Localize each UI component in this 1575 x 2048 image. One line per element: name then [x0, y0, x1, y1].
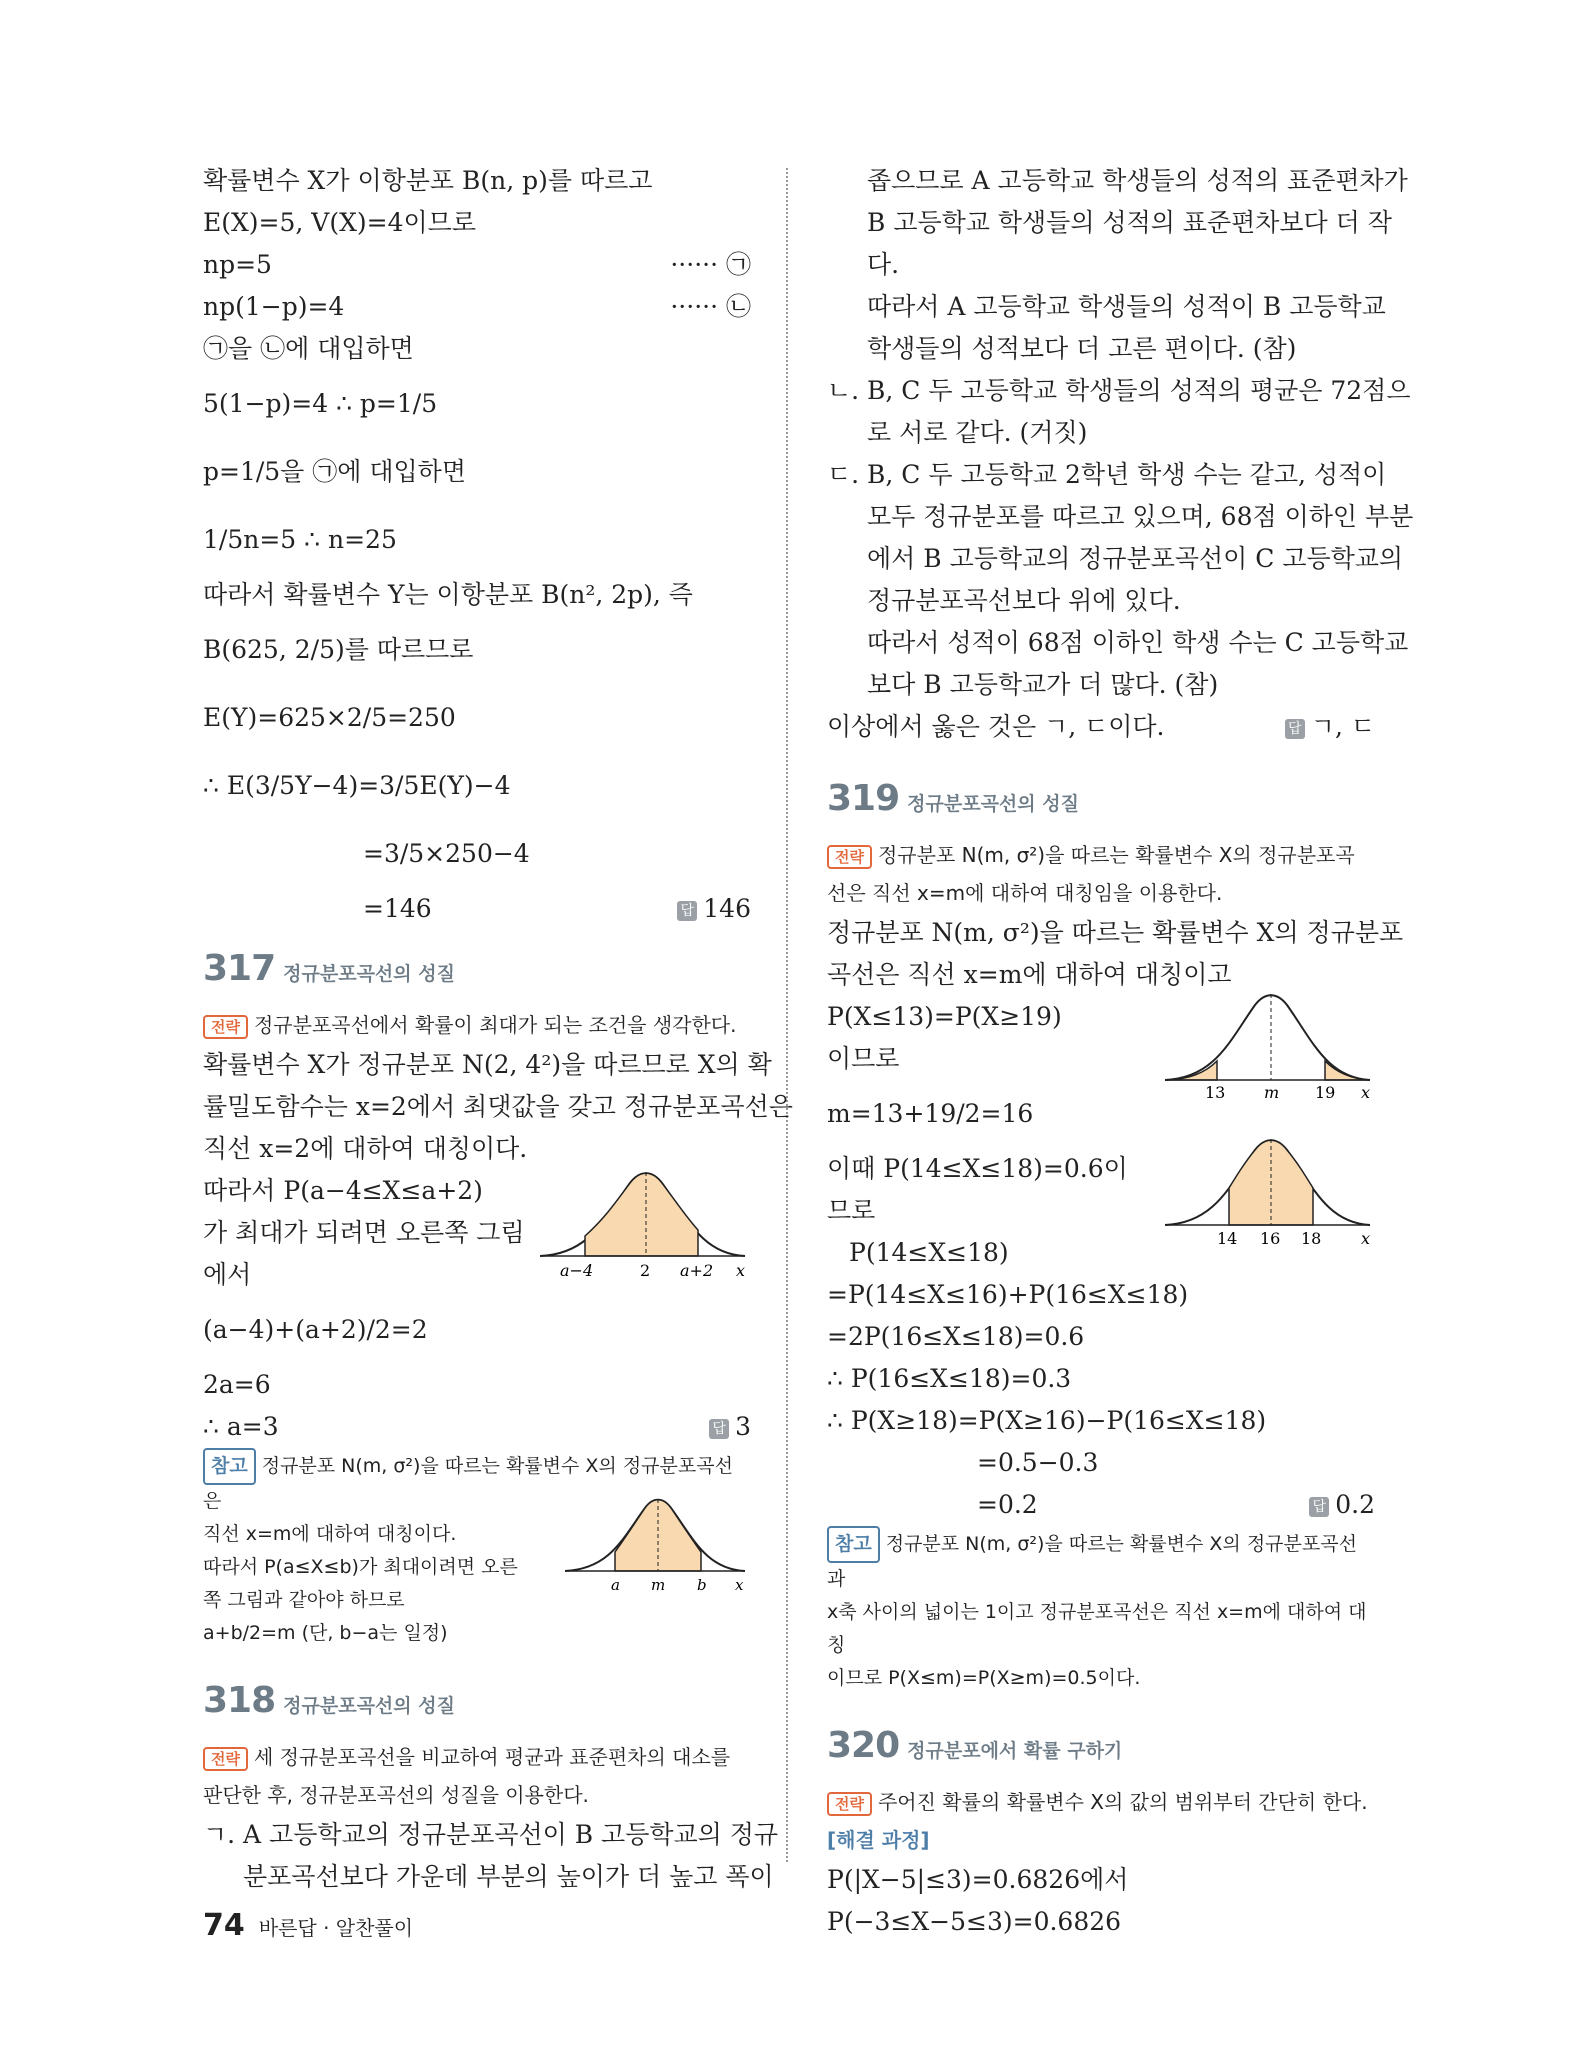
normal-curve-figure-319a — [1165, 985, 1375, 1100]
text-line: 정규분포 N(m, σ²)을 따르는 확률변수 X의 정규분포 — [827, 918, 1404, 947]
label-x: x — [735, 1576, 744, 1593]
normal-curve-figure-317 — [540, 1158, 750, 1278]
label-a-4: a−4 — [560, 1261, 594, 1278]
problem-title: 정규분포곡선의 성질 — [283, 1695, 455, 1717]
equation-line: ∴ E(3/5Y−4)=3/5E(Y)−4 — [203, 771, 511, 800]
equation-line: np(1−p)=4 ······ ㉡ — [203, 286, 751, 328]
label-19: 19 — [1315, 1083, 1336, 1100]
text-line: 다. — [867, 250, 900, 279]
answer-icon: 답 — [709, 1419, 729, 1439]
answer-icon: 답 — [1285, 719, 1305, 739]
text-line: 이때 P(14≤X≤18)=0.6이 — [827, 1154, 1128, 1183]
note-line: 참고 정규분포 N(m, σ²)을 따르는 확률변수 X의 정규분포곡선과 — [827, 1526, 1375, 1596]
equation-line: 2a=6 — [203, 1370, 271, 1399]
text-line: 직선 x=2에 대하여 대칭이다. — [203, 1134, 528, 1163]
text-line: 보다 B 고등학교가 더 많다. (참) — [867, 670, 1219, 699]
text-line: 학생들의 성적보다 더 고른 편이다. (참) — [867, 334, 1297, 363]
problem-number: 319 — [827, 778, 900, 819]
equation-line: (a−4)+(a+2)/2=2 — [203, 1315, 428, 1344]
text-line: 따라서 A 고등학교 학생들의 성적이 B 고등학교 — [867, 292, 1386, 321]
text-line: 모두 정규분포를 따르고 있으며, 68점 이하인 부분 — [867, 502, 1414, 531]
text-line: 정규분포곡선보다 위에 있다. — [867, 586, 1181, 615]
equation-line: =0.5−0.3 — [977, 1448, 1099, 1477]
text-line: ㄱ. A 고등학교의 정규분포곡선이 B 고등학교의 정규 — [203, 1820, 779, 1849]
equation-line: =0.2 답 0.2 — [827, 1484, 1375, 1526]
note-line: 참고 정규분포 N(m, σ²)을 따르는 확률변수 X의 정규분포곡선은 — [203, 1448, 751, 1518]
strategy-badge: 전략 — [827, 1792, 872, 1816]
label-14: 14 — [1217, 1229, 1238, 1248]
equation-line: m=13+19/2=16 — [827, 1099, 1034, 1128]
answer-icon: 답 — [677, 901, 697, 921]
strategy-badge: 전략 — [203, 1747, 248, 1771]
text-line: 로 서로 같다. (거짓) — [867, 418, 1088, 447]
text-line: 곡선은 직선 x=m에 대하여 대칭이고 — [827, 960, 1232, 989]
equation-line: =P(14≤X≤16)+P(16≤X≤18) — [827, 1280, 1189, 1309]
answer-mark: 답 0.2 — [1309, 1484, 1375, 1526]
shaded-region — [585, 1173, 698, 1256]
equation-line: ∴ a=3 답 3 — [203, 1406, 751, 1448]
equation-line: p=1/5을 ㉠에 대입하면 — [203, 457, 466, 486]
equation-line: P(X≤13)=P(X≥19) — [827, 1002, 1062, 1031]
text-line: 분포곡선보다 가운데 부분의 높이가 더 높고 폭이 — [243, 1862, 774, 1891]
problem-header-319 — [827, 778, 1375, 836]
label-x: x — [1361, 1229, 1371, 1248]
label-m: m — [1264, 1083, 1280, 1100]
label-b: b — [697, 1576, 707, 1593]
equation-line: 5(1−p)=4 ∴ p=1/5 — [203, 389, 438, 418]
answer-mark: 답 ㄱ, ㄷ — [1285, 706, 1375, 748]
text-line: 에서 B 고등학교의 정규분포곡선이 C 고등학교의 — [867, 544, 1404, 573]
answer-mark: 답 3 — [709, 1406, 751, 1448]
label-a+2: a+2 — [680, 1261, 714, 1278]
text-line: E(X)=5, V(X)=4이므로 — [203, 208, 476, 237]
text-line: 확률변수 X가 이항분포 B(n, p)를 따르고 — [203, 166, 653, 195]
text-line: 이므로 — [827, 1044, 900, 1073]
problem-title: 정규분포곡선의 성질 — [907, 793, 1079, 815]
text-line: ㄴ. B, C 두 고등학교 학생들의 성적의 평균은 72점으 — [827, 376, 1411, 405]
book-section: 바른답 · 알찬풀이 — [258, 1916, 414, 1940]
equation-line: ∴ P(X≥18)=P(X≥16)−P(16≤X≤18) — [827, 1406, 1267, 1435]
equation-tag: ······ ㉡ — [670, 292, 751, 321]
text-line: 이상에서 옳은 것은 ㄱ, ㄷ이다. 답 ㄱ, ㄷ — [827, 706, 1375, 748]
text-line: 에서 — [203, 1260, 252, 1289]
text-line: 확률변수 X가 정규분포 N(2, 4²)을 따르므로 X의 확 — [203, 1050, 772, 1079]
text-line: B 고등학교 학생들의 성적의 표준편차보다 더 작 — [867, 208, 1392, 237]
text-line: 따라서 성적이 68점 이하인 학생 수는 C 고등학교 — [867, 628, 1409, 657]
text-line: 므로 — [827, 1196, 876, 1225]
text-line: 좁으므로 A 고등학교 학생들의 성적의 표준편차가 — [867, 166, 1408, 195]
note-badge: 참고 — [827, 1526, 880, 1563]
problem-title: 정규분포곡선의 성질 — [283, 963, 455, 985]
strategy-line: 전략 정규분포곡선에서 확률이 최대가 되는 조건을 생각한다. — [203, 1006, 751, 1044]
page-number: 74 — [203, 1908, 245, 1943]
problem-number: 318 — [203, 1680, 276, 1721]
problem-number: 320 — [827, 1725, 900, 1766]
equation-line: P(−3≤X−5≤3)=0.6826 — [827, 1907, 1122, 1936]
text-line: ㉠을 ㉡에 대입하면 — [203, 334, 414, 363]
label-2: 2 — [640, 1261, 651, 1278]
label-x: x — [736, 1261, 746, 1278]
label-a: a — [611, 1576, 620, 1593]
bell-curve — [1165, 995, 1370, 1080]
strategy-line: 선은 직선 x=m에 대하여 대칭임을 이용한다. — [827, 881, 1223, 905]
problem-header-317 — [203, 948, 751, 1006]
text-line: 따라서 확률변수 Y는 이항분포 B(n², 2p), 즉 — [203, 580, 693, 609]
column-divider — [786, 168, 788, 1862]
label-18: 18 — [1301, 1229, 1322, 1248]
strategy-badge: 전략 — [827, 845, 872, 869]
problem-title: 정규분포에서 확률 구하기 — [907, 1740, 1123, 1762]
normal-curve-figure-319b — [1165, 1130, 1375, 1248]
equation-line: ∴ P(16≤X≤18)=0.3 — [827, 1364, 1072, 1393]
strategy-line: 전략 주어진 확률의 확률변수 X의 값의 범위부터 간단히 한다. — [827, 1783, 1375, 1821]
equation-line: =3/5×250−4 — [363, 839, 530, 868]
text-line: 률밀도함수는 x=2에서 최댓값을 갖고 정규분포곡선은 — [203, 1092, 793, 1121]
equation-line: E(Y)=625×2/5=250 — [203, 703, 456, 732]
problem-header-320 — [827, 1725, 1375, 1783]
note-line: x축 사이의 넓이는 1이고 정규분포곡선은 직선 x=m에 대하여 대칭 — [827, 1601, 1367, 1656]
answer-mark: 답 146 — [677, 888, 751, 930]
problem-header-318 — [203, 1680, 751, 1738]
equation-line: =2P(16≤X≤18)=0.6 — [827, 1322, 1085, 1351]
equation-line: =146 답 146 — [203, 888, 751, 930]
normal-curve-figure-note — [565, 1488, 750, 1593]
label-x: x — [1361, 1083, 1371, 1100]
label-16: 16 — [1260, 1229, 1281, 1248]
problem-number: 317 — [203, 948, 276, 989]
equation-tag: ······ ㉠ — [670, 250, 751, 279]
note-line: 이므로 P(X≤m)=P(X≥m)=0.5이다. — [827, 1667, 1141, 1689]
equation-line: P(|X−5|≤3)=0.6826에서 — [827, 1865, 1129, 1894]
text-line: ㄷ. B, C 두 고등학교 2학년 학생 수는 같고, 성적이 — [827, 460, 1387, 489]
note-line: a+b/2=m (단, b−a는 일정) — [203, 1622, 448, 1644]
equation-line: 1/5n=5 ∴ n=25 — [203, 525, 397, 554]
label-13: 13 — [1205, 1083, 1226, 1100]
page-footer — [203, 1908, 413, 1943]
equation-line: B(625, 2/5)를 따르므로 — [203, 635, 474, 664]
label-m: m — [651, 1576, 666, 1593]
equation-line: P(14≤X≤18) — [849, 1238, 1009, 1267]
equation-line: np=5 ······ ㉠ — [203, 244, 751, 286]
note-line: 직선 x=m에 대하여 대칭이다. — [203, 1523, 457, 1545]
note-badge: 참고 — [203, 1448, 256, 1485]
text-line: 가 최대가 되려면 오른쪽 그림 — [203, 1218, 525, 1247]
process-label: [해결 과정] — [827, 1828, 930, 1852]
left-column — [203, 160, 793, 1898]
strategy-line: 전략 정규분포 N(m, σ²)을 따르는 확률변수 X의 정규분포곡 — [827, 836, 1375, 874]
note-line: 따라서 P(a≤X≤b)가 최대이려면 오른 — [203, 1556, 518, 1578]
note-line: 쪽 그림과 같아야 하므로 — [203, 1589, 405, 1611]
strategy-line: 전략 세 정규분포곡선을 비교하여 평균과 표준편차의 대소를 — [203, 1738, 751, 1776]
text-line: 따라서 P(a−4≤X≤a+2) — [203, 1176, 483, 1205]
answer-icon: 답 — [1309, 1497, 1329, 1517]
strategy-line: 판단한 후, 정규분포곡선의 성질을 이용한다. — [203, 1783, 589, 1807]
strategy-badge: 전략 — [203, 1015, 248, 1039]
